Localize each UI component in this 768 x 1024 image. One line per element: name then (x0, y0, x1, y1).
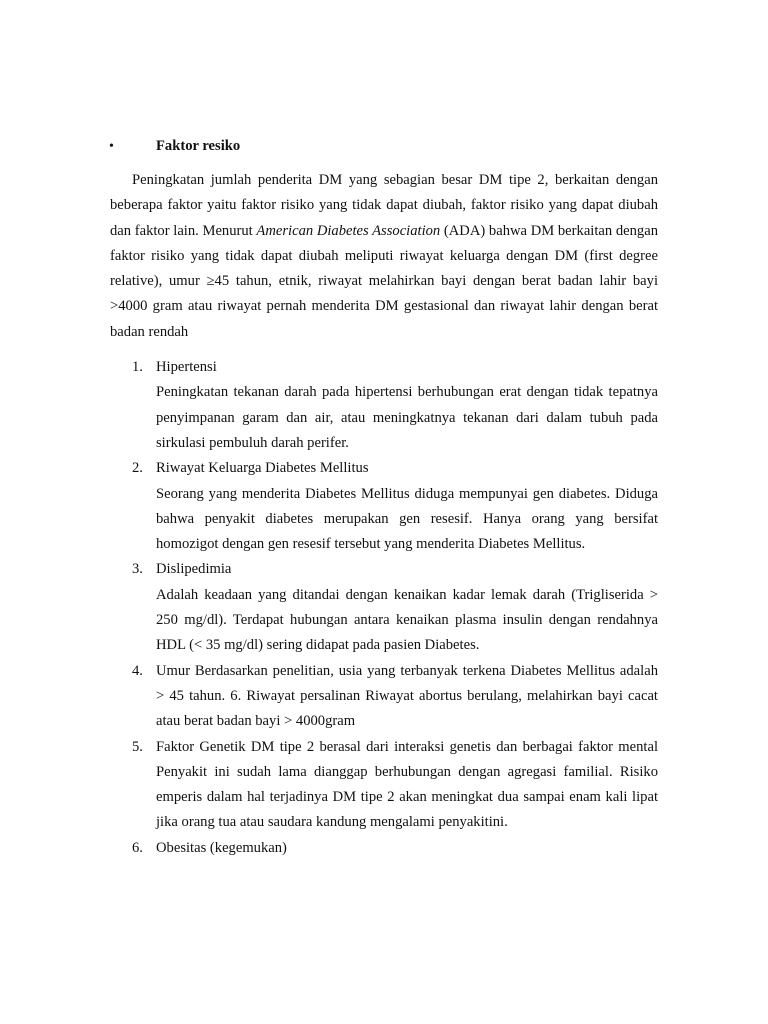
list-item-hipertensi (110, 355, 658, 456)
list-item-description: Adalah keadaan yang ditandai dengan kenaikan kadar lemak darah (Trigliserida > 250 mg/dl). Terdapat hubungan antara kenaikan plasma insulin dengan rendahnya HDL (< 35 mg/dl) sering didapat pada pasien Diabetes. (156, 586, 658, 654)
list-item-number: 6. (132, 839, 143, 856)
intro-text-part-2: (ADA) bahwa DM berkaitan dengan faktor risiko yang tidak dapat diubah meliputi riwayat keluarga dengan DM (first degree relative), umur ≥45 tahun, etnik, riwayat melahirkan bayi dengan berat badan lahir bayi >4000 gram atau riwayat pernah menderita DM gestasional dan riwayat lahir dengan berat badan rendah (110, 222, 658, 340)
list-item-umur (110, 659, 658, 735)
list-item-title: Hipertensi (156, 359, 217, 376)
list-item-title: Obesitas (kegemukan) (156, 839, 287, 856)
list-item-title: Dislipedimia (156, 561, 232, 578)
list-item-title: Riwayat Keluarga Diabetes Mellitus (156, 460, 369, 477)
document-page (110, 134, 658, 861)
list-item-description: Peningkatan tekanan darah pada hipertensi berhubungan erat dengan tidak tepatnya penyimpanan garam dan air, atau meningkatnya tekanan dari dalam tubuh pada sirkulasi pembuluh darah perifer. (156, 384, 658, 451)
intro-italic-organization: American Diabetes Association (256, 222, 441, 239)
list-item-description: Seorang yang menderita Diabetes Mellitus diduga mempunyai gen diabetes. Diduga bahwa penyakit diabetes merupakan gen resesif. Hanya orang yang bersifat homozigot dengan gen resesif tersebut yang menderita Diabetes Mellitus. (156, 485, 658, 553)
list-item-dislipedimia (110, 557, 658, 658)
section-title: Faktor resiko (156, 138, 241, 154)
intro-text-part-1: Peningkatan jumlah penderita DM yang sebagian besar DM tipe 2, berkaitan dengan beberapa faktor yaitu faktor risiko yang tidak dapat diubah, faktor risiko yang dapat diubah dan faktor lain. Menurut (110, 172, 658, 239)
list-item-description: Umur Berdasarkan penelitian, usia yang terbanyak terkena Diabetes Mellitus adalah > 45 tahun. 6. Riwayat persalinan Riwayat abortus berulang, melahirkan bayi cacat atau berat badan bayi > 4000gram (156, 662, 658, 730)
list-item-faktor-genetik (110, 735, 658, 836)
section-heading (110, 134, 658, 159)
list-item-riwayat-keluarga (110, 456, 658, 557)
list-item-number: 3. (132, 561, 143, 578)
list-item-obesitas (110, 836, 658, 861)
list-item-description: Faktor Genetik DM tipe 2 berasal dari interaksi genetis dan berbagai faktor mental Penyakit ini sudah lama dianggap berhubungan dengan agregasi familial. Risiko emperis dalam hal terjadinya DM tipe 2 akan meningkat dua sampai enam kali lipat jika orang tua atau saudara kandung mengalami penyakitini. (156, 738, 658, 831)
list-item-number: 4. (132, 662, 143, 679)
intro-paragraph (110, 168, 658, 345)
bullet-icon: • (109, 139, 114, 154)
list-item-number: 1. (132, 359, 143, 376)
list-item-number: 5. (132, 738, 143, 755)
list-item-number: 2. (132, 460, 143, 477)
risk-factor-list (110, 355, 658, 861)
